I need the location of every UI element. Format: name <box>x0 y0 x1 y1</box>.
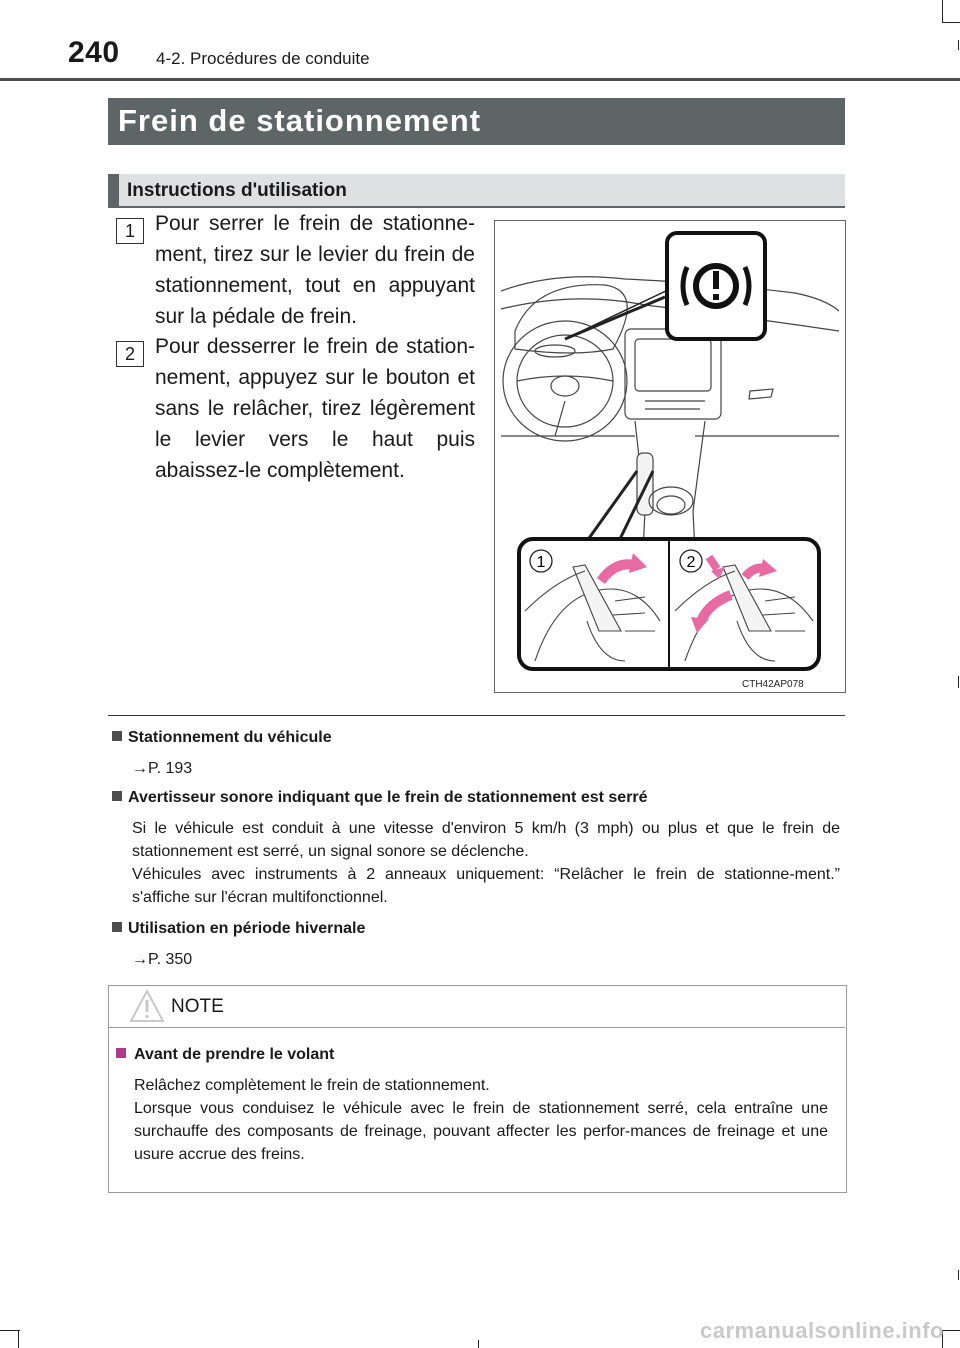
section-title: Instructions d'utilisation <box>127 180 347 201</box>
crop-mark <box>18 1330 19 1348</box>
inset-1-label: 1 <box>536 554 546 571</box>
crop-mark <box>0 1330 20 1331</box>
note-box-divider <box>109 1027 845 1028</box>
bullet-square-icon <box>112 791 122 801</box>
dashboard-drawing <box>495 221 845 692</box>
note-3-heading: Utilisation en période hivernale <box>112 920 365 938</box>
crop-mark <box>958 676 959 688</box>
note-1-heading: Stationnement du véhicule <box>112 729 332 747</box>
section-divider <box>108 715 845 716</box>
step-1-text: Pour serrer le frein de stationne-ment, tirez sur le levier du frein de stationnement, tout en appuyant sur la pédale de frein. <box>155 212 475 328</box>
illustration-code: CTH42AP078 <box>742 679 804 690</box>
page-title: Frein de stationnement <box>118 103 482 138</box>
note-2-line-1: Si le véhicule est conduit à une vitesse d'environ 5 km/h (3 mph) ou plus et que le frein de stationnement est serré, un signal sonore se déclenche. <box>132 820 840 860</box>
note-label: NOTE <box>171 996 224 1017</box>
header-divider <box>0 78 960 81</box>
note-2-line-2: Véhicules avec instruments à 2 anneaux uniquement: “Relâcher le frein de stationne-ment.” s'affiche sur l'écran multifonctionnel. <box>132 866 840 906</box>
crop-mark <box>942 1330 960 1331</box>
footer-watermark: carmanualsonline.info <box>700 1318 944 1343</box>
inset-2-label: 2 <box>686 554 696 571</box>
step-2-text: Pour desserrer le frein de station-nement, appuyez sur le bouton et sans le relâcher, tirez légèrement le levier vers le haut puis abaissez-le complètement. <box>155 335 475 482</box>
parking-brake-illustration <box>494 220 846 693</box>
crop-mark <box>478 1340 479 1348</box>
page-number: 240 <box>68 36 120 69</box>
bullet-square-icon <box>116 1048 126 1058</box>
note-box-line-1: Relâchez complètement le frein de stationnement. <box>134 1077 490 1094</box>
crop-mark <box>958 40 959 50</box>
crop-mark <box>942 22 960 23</box>
warning-triangle-icon <box>128 988 166 1024</box>
note-2-heading: Avertisseur sonore indiquant que le frein de stationnement est serré <box>112 789 648 807</box>
note-box-heading: Avant de prendre le volant <box>116 1046 334 1064</box>
step-2-number: 2 <box>116 341 144 367</box>
note-box-line-2: Lorsque vous conduisez le véhicule avec le frein de stationnement serré, cela entraîne une surchauffe des composants de freinage, pouvant affecter les perfor-mances de freinage et une usure accrue des freins. <box>134 1100 828 1163</box>
note-1-ref: →P. 193 <box>132 760 193 777</box>
bullet-square-icon <box>112 731 122 741</box>
section-accent <box>108 174 119 208</box>
crop-mark <box>958 1270 959 1280</box>
step-1-number: 1 <box>116 218 144 244</box>
chapter-title: 4-2. Procédures de conduite <box>156 49 370 68</box>
note-3-ref: →P. 350 <box>132 951 193 968</box>
bullet-square-icon <box>112 922 122 932</box>
crop-mark <box>942 0 943 22</box>
